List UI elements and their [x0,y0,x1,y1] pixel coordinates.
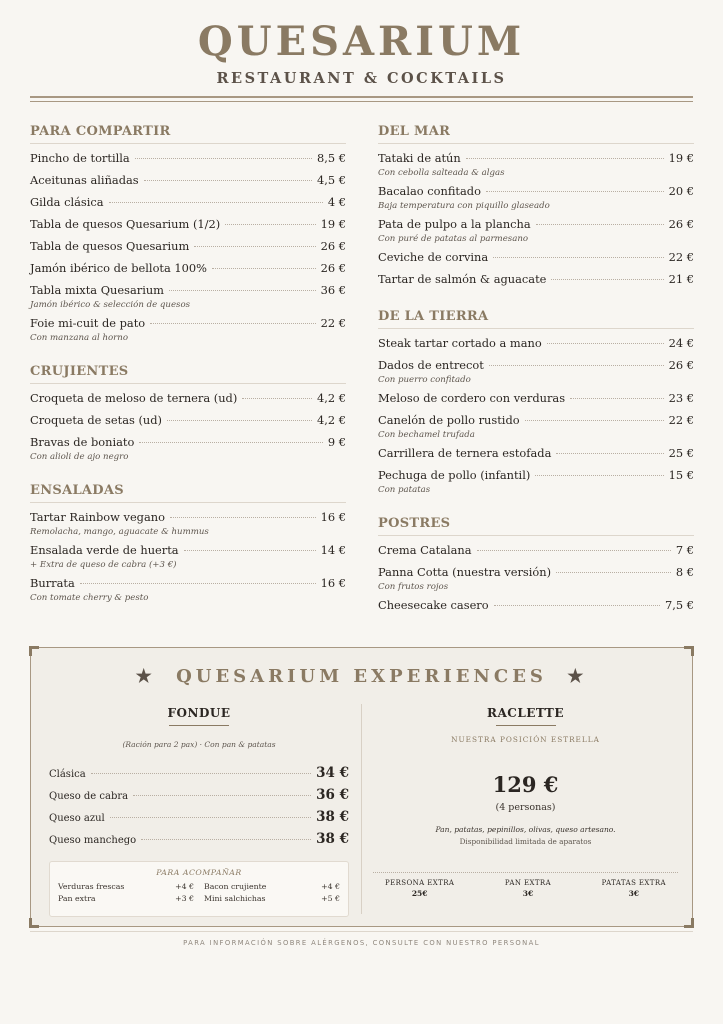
corner-ornament [684,918,694,928]
menu-item-name: Dados de entrecot [378,358,484,372]
menu-item-row [30,543,346,560]
menu-item [378,543,694,560]
fondue-items [49,765,349,853]
menu-item-row [30,217,346,234]
menu-item-row [30,316,346,333]
menu-item-name: Gilda clásica [30,195,104,209]
menu-item-row [30,261,346,278]
experiences-panel [30,647,693,927]
menu-item [30,510,346,538]
menu-item [378,217,694,245]
raclette-divider [373,872,678,873]
dot-leader [80,583,316,584]
raclette-price: 129 € [492,772,559,797]
menu-item-row [30,510,346,527]
corner-ornament [29,646,39,656]
menu-item-name: Croqueta de meloso de ternera (ud) [30,391,238,405]
dot-leader [477,550,671,551]
menu-item [30,195,346,212]
menu-item-price: 22 € [668,250,694,264]
section-title: CRUJIENTES [30,364,346,384]
menu-item-name: Steak tartar cortado a mano [378,336,542,350]
fondue-extra-name: Mini salchichas [204,894,266,903]
menu-item-description: Con alioli de ajo negro [30,452,129,462]
menu-item-row [30,173,346,190]
menu-item-row [378,272,694,289]
dot-leader [535,475,663,476]
menu-item [378,151,694,179]
fondue-extra-price: +4 € [321,882,340,891]
menu-item [30,239,346,256]
menu-item-name: Aceitunas aliñadas [30,173,139,187]
dot-leader [493,257,663,258]
menu-section [378,516,694,615]
dot-leader [225,224,315,225]
raclette-extra-label: PERSONA EXTRA [385,879,455,887]
dot-leader [547,343,664,344]
raclette-title-underline [496,725,556,726]
fondue-extra [204,894,340,903]
menu-item [378,391,694,408]
fondue-item-price: 38 € [316,831,349,847]
fondue-extra [58,894,194,903]
dot-leader [144,180,312,181]
raclette-extra [505,879,551,898]
menu-item-row [378,250,694,267]
fondue-item [49,765,349,787]
menu-section [378,309,694,496]
menu-item-name: Bravas de boniato [30,435,135,449]
dot-leader [135,158,312,159]
raclette-section [373,706,678,898]
menu-item-description: Remolacha, mango, aguacate & hummus [30,527,209,537]
menu-item [30,316,346,344]
menu-item-name: Tabla de quesos Quesarium (1/2) [30,217,221,231]
menu-item-name: Pata de pulpo a la plancha [378,217,531,231]
menu-item-price: 21 € [668,272,694,286]
menu-item-price: 9 € [327,435,346,449]
menu-item-price: 16 € [320,510,346,524]
menu-item-row [378,598,694,615]
menu-item [30,391,346,408]
dot-leader [184,550,316,551]
fondue-title: FONDUE [167,706,231,720]
menu-item [30,261,346,278]
dot-leader [141,839,311,840]
menu-item [30,413,346,430]
raclette-extra-label: PATATAS EXTRA [601,879,666,887]
section-title: POSTRES [378,516,694,536]
fondue-item-name: Queso manchego [49,835,137,846]
menu-item [30,543,346,571]
fondue-title-underline [169,725,229,726]
menu-item [30,576,346,604]
menu-item-price: 25 € [668,446,694,460]
menu-item-row [378,336,694,353]
menu-item-price: 4,5 € [317,173,346,187]
menu-item [30,283,346,311]
menu-item-row [30,151,346,168]
menu-item-row [378,151,694,168]
dot-leader [486,191,664,192]
header-rule-thin [30,101,693,102]
dot-leader [556,572,671,573]
fondue-extra-name: Bacon crujiente [204,882,267,891]
menu-item-description: Con bechamel trufada [378,430,475,440]
raclette-extra-label: PAN EXTRA [504,879,552,887]
dot-leader [150,323,315,324]
menu-section [30,483,346,604]
menu-item-name: Ensalada verde de huerta [30,543,179,557]
star-icon: ★ [567,666,588,687]
experiences-title [31,666,692,687]
menu-item-price: 19 € [320,217,346,231]
menu-item-price: 22 € [320,316,346,330]
menu-item-row [378,413,694,430]
menu-item-name: Tataki de atún [378,151,461,165]
menu-section [378,124,694,289]
menu-item-price: 26 € [320,239,346,253]
corner-ornament [684,646,694,656]
menu-item [378,250,694,267]
fondue-extra [204,882,340,891]
brand-title: QUESARIUM [197,18,526,65]
dot-leader [194,246,315,247]
raclette-extra-price: 3€ [628,889,640,898]
menu-item-name: Tabla de quesos Quesarium [30,239,190,253]
fondue-item-price: 34 € [316,765,349,781]
corner-ornament [29,918,39,928]
raclette-availability: Disponibilidad limitada de aparatos [459,837,592,846]
menu-item [30,151,346,168]
menu-item-description: Jamón ibérico & selección de quesos [30,300,191,310]
menu-item [378,565,694,593]
menu-item-row [30,195,346,212]
menu-item-row [378,391,694,408]
menu-item-price: 22 € [668,413,694,427]
menu-item-price: 14 € [320,543,346,557]
header-rule [30,96,693,98]
dot-leader [556,453,663,454]
menu-item-row [378,446,694,463]
menu-item-price: 26 € [668,358,694,372]
dot-leader [466,158,664,159]
menu-item-price: 26 € [668,217,694,231]
menu-item-description: Con cebolla salteada & algas [378,168,505,178]
dot-leader [570,398,664,399]
menu-item-price: 23 € [668,391,694,405]
fondue-extra-name: Verduras frescas [58,882,125,891]
menu-item-row [378,184,694,201]
menu-item-price: 26 € [320,261,346,275]
dot-leader [139,442,323,443]
raclette-extra-price: 3€ [522,889,534,898]
dot-leader [489,365,664,366]
menu-item-name: Foie mi-cuit de pato [30,316,146,330]
menu-item-name: Tartar de salmón & aguacate [378,272,547,286]
section-title: DEL MAR [378,124,694,144]
menu-item-description: + Extra de queso de cabra (+3 €) [30,560,177,570]
raclette-people: (4 personas) [495,802,556,813]
section-title: ENSALADAS [30,483,346,503]
dot-leader [551,279,663,280]
menu-item-price: 16 € [320,576,346,590]
menu-item-name: Bacalao confitado [378,184,481,198]
menu-column-right [378,124,694,635]
menu-item-price: 36 € [320,283,346,297]
dot-leader [212,268,316,269]
brand-tagline: RESTAURANT & COCKTAILS [216,70,507,87]
menu-item-description: Con puerro confitado [378,375,471,385]
fondue-item-name: Queso de cabra [49,791,129,802]
menu-item-description: Con patatas [378,485,431,495]
menu-item-name: Crema Catalana [378,543,472,557]
menu-item [378,413,694,441]
fondue-note: (Ración para 2 pax) · Con pan & patatas [122,740,276,749]
dot-leader [170,517,316,518]
star-icon: ★ [135,666,156,687]
dot-leader [110,817,311,818]
section-title: PARA COMPARTIR [30,124,346,144]
menu-item-name: Jamón ibérico de bellota 100% [30,261,207,275]
fondue-item-name: Queso azul [49,813,105,824]
dot-leader [525,420,664,421]
menu-item-price: 4,2 € [317,413,346,427]
menu-item-price: 24 € [668,336,694,350]
menu-item-name: Tartar Rainbow vegano [30,510,165,524]
menu-item-price: 7,5 € [665,598,694,612]
dot-leader [133,795,311,796]
menu-item-description: Baja temperatura con piquillo glaseado [378,201,550,211]
raclette-tagline: NUESTRA POSICIÓN ESTRELLA [451,735,600,744]
fondue-extras-title: PARA ACOMPAÑAR [156,868,242,877]
menu-item [378,358,694,386]
fondue-extra [58,882,194,891]
menu-item-description: Con tomate cherry & pesto [30,593,149,603]
menu-item-description: Con puré de patatas al parmesano [378,234,529,244]
menu-item-row [30,576,346,593]
menu-item [378,468,694,496]
menu-item-row [30,239,346,256]
menu-item-row [30,283,346,300]
fondue-item-price: 38 € [316,809,349,825]
dot-leader [109,202,323,203]
fondue-extras-box [49,861,349,917]
fondue-extra-price: +3 € [175,894,194,903]
menu-item-row [30,413,346,430]
fondue-extra-price: +5 € [321,894,340,903]
dot-leader [169,290,316,291]
menu-item-row [378,468,694,485]
dot-leader [494,605,660,606]
raclette-extra [385,879,454,898]
menu-item [30,173,346,190]
menu-item-row [378,565,694,582]
menu-section [30,364,346,463]
menu-item-price: 7 € [675,543,694,557]
menu-item-name: Burrata [30,576,75,590]
menu-item-price: 8 € [675,565,694,579]
menu-item-name: Croqueta de setas (ud) [30,413,162,427]
menu-item-name: Pechuga de pollo (infantil) [378,468,531,482]
menu-item [378,336,694,353]
menu-item [378,446,694,463]
menu-section [30,124,346,344]
fondue-item [49,831,349,853]
fondue-item [49,809,349,831]
fondue-item-price: 36 € [316,787,349,803]
menu-item-price: 19 € [668,151,694,165]
menu-item-row [378,217,694,234]
fondue-item [49,787,349,809]
menu-item [378,598,694,615]
menu-item-name: Panna Cotta (nuestra versión) [378,565,552,579]
menu-item-row [378,543,694,560]
raclette-title: RACLETTE [487,706,564,720]
raclette-extra [602,879,666,898]
menu-item-price: 8,5 € [317,151,346,165]
menu-item-price: 20 € [668,184,694,198]
raclette-description: Pan, patatas, pepinillos, olivas, queso artesano. [435,825,616,834]
menu-item [30,217,346,234]
fondue-extra-name: Pan extra [58,894,96,903]
menu-column-left [30,124,346,624]
fondue-section [49,706,349,917]
menu-item-name: Tabla mixta Quesarium [30,283,164,297]
menu-item-price: 4,2 € [317,391,346,405]
raclette-extras [373,879,678,898]
menu-item-name: Canelón de pollo rustido [378,413,520,427]
menu-item-name: Carrillera de ternera estofada [378,446,552,460]
menu-item [378,272,694,289]
menu-item-description: Con frutos rojos [378,582,449,592]
fondue-item-name: Clásica [49,769,86,780]
menu-item [378,184,694,212]
experiences-divider [361,704,362,914]
menu-item-row [378,358,694,375]
dot-leader [242,398,312,399]
menu-item-price: 15 € [668,468,694,482]
fondue-extra-price: +4 € [175,882,194,891]
raclette-extra-price: 25€ [411,889,428,898]
menu-item-name: Ceviche de corvina [378,250,489,264]
footer-rule [30,931,693,932]
experiences-title-text: QUESARIUM EXPERIENCES [176,666,547,687]
menu-item-description: Con manzana al horno [30,333,128,343]
menu-item-price: 4 € [327,195,346,209]
menu-item [30,435,346,463]
dot-leader [536,224,664,225]
dot-leader [91,773,311,774]
menu-item-name: Pincho de tortilla [30,151,130,165]
fondue-extras-list [58,882,340,903]
menu-item-row [30,391,346,408]
section-title: DE LA TIERRA [378,309,694,329]
allergen-footer: PARA INFORMACIÓN SOBRE ALÉRGENOS, CONSULTE CON NUESTRO PERSONAL [183,939,540,947]
menu-item-name: Cheesecake casero [378,598,489,612]
dot-leader [167,420,312,421]
menu-item-row [30,435,346,452]
menu-item-name: Meloso de cordero con verduras [378,391,566,405]
